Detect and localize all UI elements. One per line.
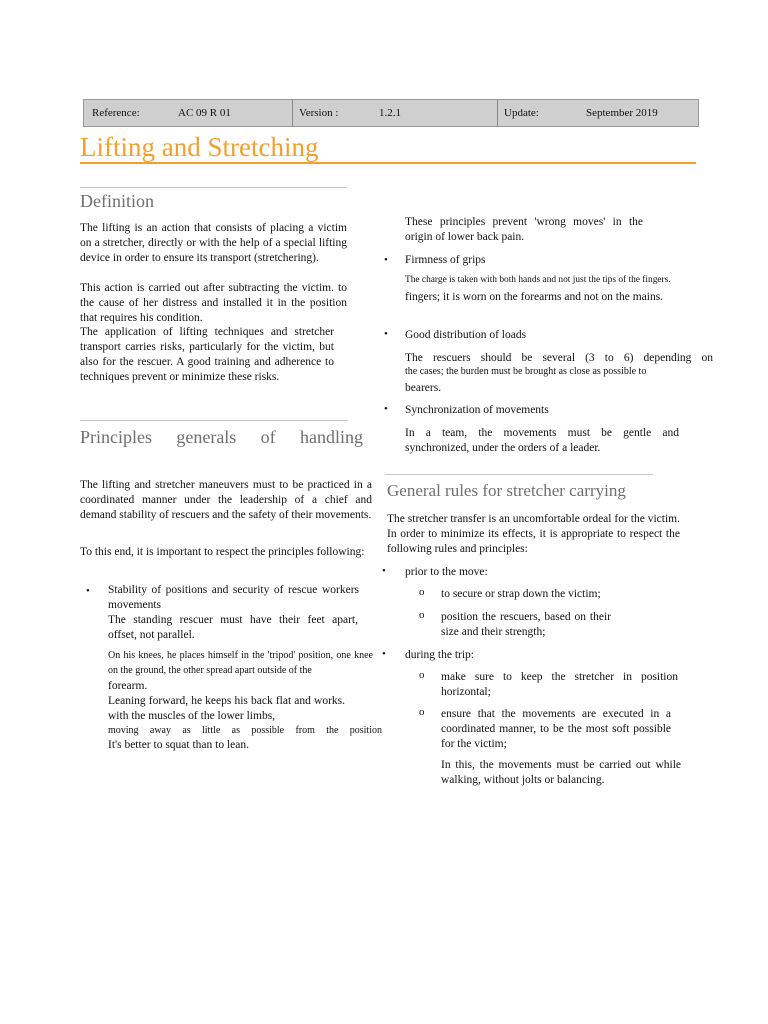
rules-bullet-during-trip: during the trip: xyxy=(405,649,474,661)
definition-paragraph-3: The application of lifting techniques and stretcher transport carries risks, particularly for the victim, but also for the rescuer. A good training and adherence to techniques prevent or minimize these risks. xyxy=(80,326,334,383)
update-label: Update: xyxy=(504,107,539,119)
bullet-stability-text: The standing rescuer must have their feet apart, offset, not parallel. xyxy=(108,614,358,641)
rules-sub-horizontal: make sure to keep the stretcher in position horizontal; xyxy=(441,671,678,698)
bullet-loads-text-2: bearers. xyxy=(405,382,442,394)
rules-heading: General rules for stretcher carrying xyxy=(387,481,626,500)
reference-label: Reference: xyxy=(92,107,140,119)
rules-sub-coordinated: ensure that the movements are executed in a coordinated manner, to be the most soft possible for the victim; xyxy=(441,708,671,750)
reference-value-cell xyxy=(168,100,292,126)
definition-rule xyxy=(80,187,347,188)
bullet-stability-text-2: forearm. xyxy=(108,680,148,692)
bullet-stability-small-2: moving away as little as possible from the position xyxy=(108,725,382,736)
sub-bullet-marker: o xyxy=(419,586,425,598)
bullet-stability-title: Stability of positions and security of rescue workers movements xyxy=(108,584,359,611)
bullet-stability-text-3: Leaning forward, he keeps his back flat and works. with the muscles of the lower limbs, xyxy=(108,695,345,722)
bullet-dot: • xyxy=(86,585,90,597)
bullet-sync-text: In a team, the movements must be gentle and synchronized, under the orders of a leader. xyxy=(405,427,679,454)
definition-paragraph-2: This action is carried out after subtracting the victim. to the cause of her distress and installed it in the position that requires his condition. xyxy=(80,282,347,324)
rules-sub-secure-victim: to secure or strap down the victim; xyxy=(441,588,601,600)
bullet-grips-text: fingers; it is worn on the forearms and not on the mains. xyxy=(405,291,664,303)
rules-rule xyxy=(385,474,653,475)
rules-paragraph-1: The stretcher transfer is an uncomfortable ordeal for the victim. In order to minimize its effects, it is appropriate to respect the following rules and principles: xyxy=(387,513,680,555)
bullet-grips-title: Firmness of grips xyxy=(405,254,486,266)
bullet-dot: • xyxy=(384,254,388,266)
update-label-cell xyxy=(497,100,584,126)
definition-paragraph-1: The lifting is an action that consists of placing a victim on a stretcher, directly or with the help of a special lifting device in order to ensure its transport (stretchering). xyxy=(80,222,347,264)
col2-paragraph-1: These principles prevent 'wrong moves' in the origin of lower back pain. xyxy=(405,216,643,243)
page-title: Lifting and Stretching xyxy=(80,132,319,162)
bullet-stability-small: On his knees, he places himself in the 'tripod' position, one knee on the ground, the other spread apart outside of the xyxy=(108,650,373,676)
sub-bullet-marker: o xyxy=(419,669,425,681)
principles-paragraph-1: The lifting and stretcher maneuvers must to be practiced in a coordinated manner under the leadership of a chief and demand stability of rescuers and the safety of their movements. xyxy=(80,479,372,521)
version-value-cell xyxy=(373,100,497,126)
update-value-cell xyxy=(584,100,698,126)
definition-heading: Definition xyxy=(80,191,154,211)
bullet-loads-text: The rescuers should be several (3 to 6) depending on xyxy=(405,352,713,364)
principles-rule xyxy=(80,420,348,421)
sub-bullet-marker: o xyxy=(419,706,425,718)
reference-label-cell xyxy=(84,100,168,126)
version-value: 1.2.1 xyxy=(379,107,401,119)
bullet-sync-title: Synchronization of movements xyxy=(405,404,549,416)
header-table xyxy=(83,99,699,127)
update-value: September 2019 xyxy=(586,107,658,119)
rules-bullet-before-move: prior to the move: xyxy=(405,566,488,578)
reference-value: AC 09 R 01 xyxy=(178,107,231,119)
principles-heading: Principles generals of handling xyxy=(80,427,363,447)
bullet-loads-small: the cases; the burden must be brought as close as possible to xyxy=(405,366,647,377)
rules-sub-walking: In this, the movements must be carried out while walking, without jolts or balancing. xyxy=(441,759,681,786)
bullet-dot: • xyxy=(382,565,386,577)
bullet-dot: • xyxy=(384,328,388,340)
bullet-loads-title: Good distribution of loads xyxy=(405,329,527,341)
rules-sub-position-rescuers: position the rescuers, based on their size and their strength; xyxy=(441,611,611,638)
title-underline xyxy=(80,162,696,164)
bullet-stability-text-4: It's better to squat than to lean. xyxy=(108,739,249,751)
version-label-cell xyxy=(292,100,373,126)
principles-paragraph-2: To this end, it is important to respect the principles following: xyxy=(80,546,365,558)
bullet-dot: • xyxy=(382,648,386,660)
bullet-grips-small: The charge is taken with both hands and not just the tips of the fingers. xyxy=(405,275,671,285)
version-label: Version : xyxy=(299,107,339,119)
sub-bullet-marker: o xyxy=(419,609,425,621)
bullet-dot: • xyxy=(384,403,388,415)
